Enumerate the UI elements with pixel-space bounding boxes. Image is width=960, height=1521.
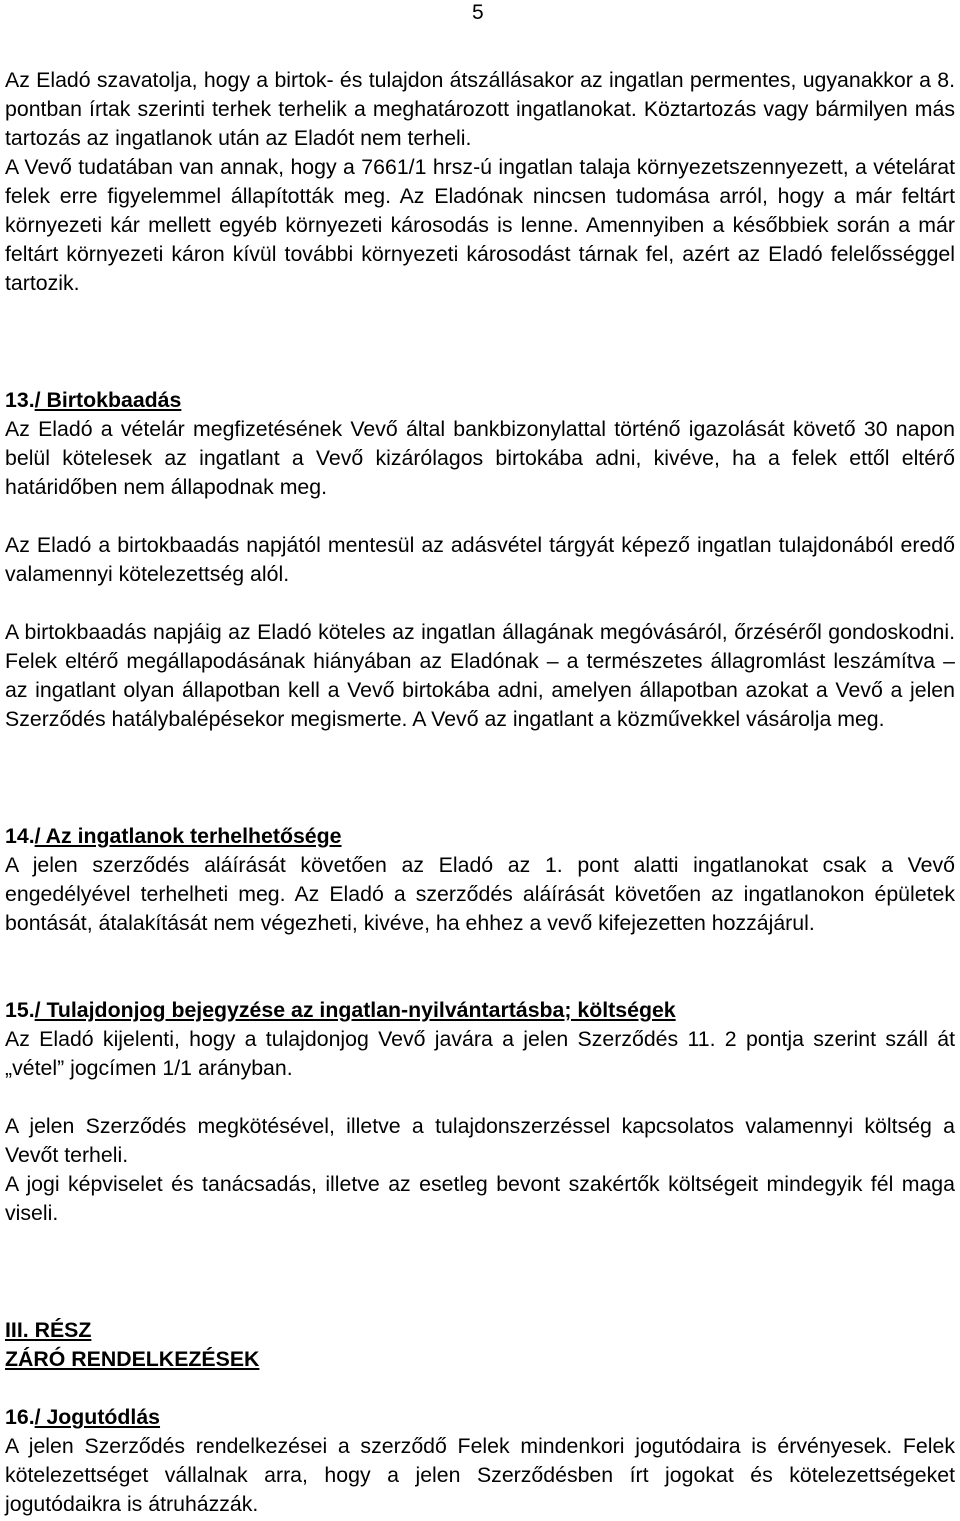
section-13-paragraph-1: Az Eladó a vételár megfizetésének Vevő által bankbizonylattal történő igazolását követő 30 napon belül kötelesek az ingatlant a Vevő kizárólagos birtokába adni, kivéve, ha a felek ettől eltérő határidőben nem állapodnak meg. — [5, 417, 955, 499]
page-number: 5 — [472, 1, 484, 24]
section-15-paragraph-1: Az Eladó kijelenti, hogy a tulajdonjog Vevő javára a jelen Szerződés 11. 2 pontja szerint száll át „vétel” jogcímen 1/1 arányban. — [5, 1027, 955, 1080]
section-16-number: 16. — [5, 1405, 35, 1429]
section-13-title: / Birtokbaadás — [34, 388, 182, 412]
section-14-title: / Az ingatlanok terhelhetősége — [34, 824, 342, 848]
section-14-heading — [5, 822, 955, 851]
part-3-heading — [5, 1316, 955, 1374]
section-13 — [5, 386, 955, 734]
section-15-title: / Tulajdonjog bejegyzése az ingatlan-nyilvántartásba; költségek — [34, 998, 676, 1022]
part-3-label: III. RÉSZ — [5, 1318, 92, 1342]
section-15-paragraph-3: A jogi képviselet és tanácsadás, illetve az esetleg bevont szakértők költségeit mindegyik fél maga viseli. — [5, 1172, 955, 1225]
section-16-paragraph-1: A jelen Szerződés rendelkezései a szerződő Felek mindenkori jogutódaira is érvényesek. Felek kötelezettséget vállalnak arra, hogy a jelen Szerződésben írt jogokat és kötelezettségeket jogutódaikra is átruházzák. — [5, 1434, 955, 1516]
intro-paragraph-1: Az Eladó szavatolja, hogy a birtok- és tulajdon átszállásakor az ingatlan permentes, ugyanakkor a 8. pontban írtak szerinti terhek terhelik a meghatározott ingatlanokat. Köztartozás vagy bármilyen más tartozás az ingatlanok után az Eladót nem terheli. — [5, 68, 955, 150]
intro-section — [5, 66, 955, 298]
section-13-paragraph-3: A birtokbaadás napjáig az Eladó köteles az ingatlan állagának megóvásáról, őrzéséről gondoskodni. Felek eltérő megállapodásának hiányában az Eladónak – a természetes állagromlást leszámítva – az ingatlant olyan állapotban kell a Vevő birtokába adni, amelyen állapotban azokat a Vevő a jelen Szerződés hatálybalépésekor megismerte. A Vevő az ingatlant a közművekkel vásárolja meg. — [5, 620, 955, 731]
section-15 — [5, 996, 955, 1228]
part-3-title: ZÁRÓ RENDELKEZÉSEK — [5, 1347, 260, 1371]
section-14 — [5, 822, 955, 938]
section-16-title: / Jogutódlás — [34, 1405, 161, 1429]
section-15-number: 15. — [5, 998, 35, 1022]
section-14-number: 14. — [5, 824, 35, 848]
section-16 — [5, 1403, 955, 1519]
section-15-heading — [5, 996, 955, 1025]
intro-paragraph-2: A Vevő tudatában van annak, hogy a 7661/1 hrsz-ú ingatlan talaja környezetszennyezett, a vételárat felek erre figyelemmel állapították meg. Az Eladónak nincsen tudomása arról, hogy a már feltárt környezeti kár mellett egyéb környezeti károsodás is lenne. Amennyiben a későbbiek során a már feltárt környezeti káron kívül további környezeti károsodást tárnak fel, azért az Eladó felelősséggel tartozik. — [5, 155, 955, 295]
section-13-number: 13. — [5, 388, 35, 412]
section-14-paragraph-1: A jelen szerződés aláírását követően az Eladó az 1. pont alatti ingatlanokat csak a Vevő engedélyével terhelheti meg. Az Eladó a szerződés aláírását követően az ingatlanokon épületek bontását, átalakítását nem végezheti, kivéve, ha ehhez a vevő kifejezetten hozzájárul. — [5, 853, 955, 935]
section-15-paragraph-2: A jelen Szerződés megkötésével, illetve a tulajdonszerzéssel kapcsolatos valamennyi költség a Vevőt terheli. — [5, 1114, 955, 1167]
section-16-heading — [5, 1403, 955, 1432]
section-13-paragraph-2: Az Eladó a birtokbaadás napjától mentesül az adásvétel tárgyát képező ingatlan tulajdonából eredő valamennyi kötelezettség alól. — [5, 533, 955, 586]
section-13-heading — [5, 386, 955, 415]
